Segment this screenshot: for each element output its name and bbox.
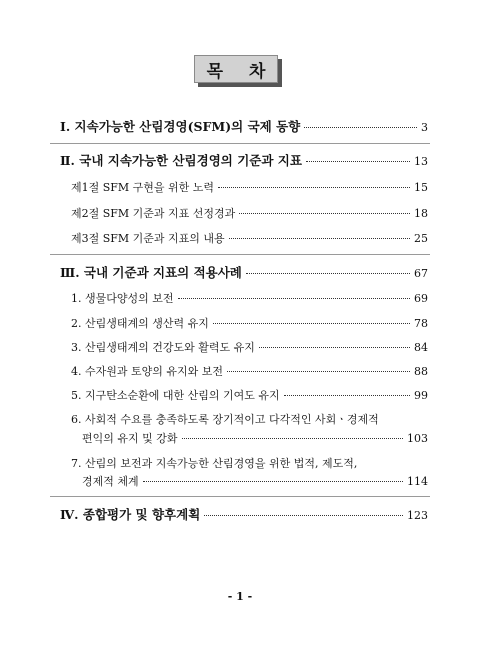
chapter-4-title: Ⅳ. 종합평가 및 향후계획 [60,507,201,522]
toc-title: 목 차 [194,55,278,83]
toc-item-3-6-line1[interactable]: 6. 사회적 수요를 충족하도록 장기적이고 다각적인 사회ㆍ경제적 [71,413,379,426]
item-page: 99 [414,389,428,402]
leader-dots [284,395,410,396]
item-page: 78 [414,317,428,330]
leader-dots [143,481,403,482]
toc-item-3-3[interactable] [0,339,480,355]
toc-section-2-2[interactable] [0,205,480,221]
chapter-1-title: Ⅰ. 지속가능한 산림경영(SFM)의 국제 동향 [60,119,301,134]
chapter-3-page: 67 [414,267,428,280]
toc-item-3-5[interactable] [0,387,480,403]
toc-item-3-2[interactable] [0,315,480,331]
toc-chapter-2[interactable] [0,151,480,169]
toc-chapter-1[interactable] [0,117,480,135]
item-title: 2. 산림생태계의 생산력 유지 [71,317,209,330]
section-title: 제1절 SFM 구현을 위한 노력 [71,181,215,194]
toc-item-3-4[interactable] [0,363,480,379]
item-page: 84 [414,341,428,354]
toc-section-2-1[interactable] [0,179,480,195]
toc-item-3-1[interactable] [0,290,480,306]
item-title-cont: 경제적 체계 [82,475,139,488]
leader-dots [239,213,410,214]
divider [50,143,430,144]
leader-dots [227,371,410,372]
divider [50,254,430,255]
leader-dots [306,161,410,162]
item-title: 1. 생물다양성의 보전 [71,292,174,305]
leader-dots [246,273,410,274]
toc-chapter-3[interactable] [0,263,480,281]
item-title-cont: 편익의 유지 및 강화 [82,432,178,445]
leader-dots [259,347,410,348]
toc-item-3-6[interactable] [0,430,480,446]
toc-item-3-7-line1[interactable]: 7. 산림의 보전과 지속가능한 산림경영을 위한 법적, 제도적, [71,457,358,470]
section-page: 25 [414,232,428,245]
chapter-1-page: 3 [421,121,428,134]
leader-dots [218,187,410,188]
item-page: 114 [407,475,428,488]
leader-dots [229,238,410,239]
chapter-4-page: 123 [407,509,428,522]
item-page: 103 [407,432,428,445]
divider [50,496,430,497]
page-number: - 1 - [227,590,253,603]
section-page: 18 [414,207,428,220]
chapter-2-page: 13 [414,155,428,168]
leader-dots [178,298,411,299]
item-title: 3. 산림생태계의 건강도와 활력도 유지 [71,341,255,354]
toc-item-3-7[interactable] [0,473,480,489]
leader-dots [213,323,410,324]
chapter-3-title: Ⅲ. 국내 기준과 지표의 적용사례 [60,265,242,280]
leader-dots [204,515,403,516]
item-title: 4. 수자원과 토양의 유지와 보전 [71,365,223,378]
chapter-2-title: Ⅱ. 국내 지속가능한 산림경영의 기준과 지표 [60,153,302,168]
leader-dots [182,438,404,439]
section-title: 제3절 SFM 기준과 지표의 내용 [71,232,225,245]
item-page: 69 [414,292,428,305]
item-page: 88 [414,365,428,378]
item-title: 5. 지구탄소순환에 대한 산림의 기여도 유지 [71,389,280,402]
section-page: 15 [414,181,428,194]
toc-section-2-3[interactable] [0,230,480,246]
leader-dots [304,127,417,128]
section-title: 제2절 SFM 기준과 지표 선정경과 [71,207,236,220]
toc-chapter-4[interactable] [0,505,480,523]
